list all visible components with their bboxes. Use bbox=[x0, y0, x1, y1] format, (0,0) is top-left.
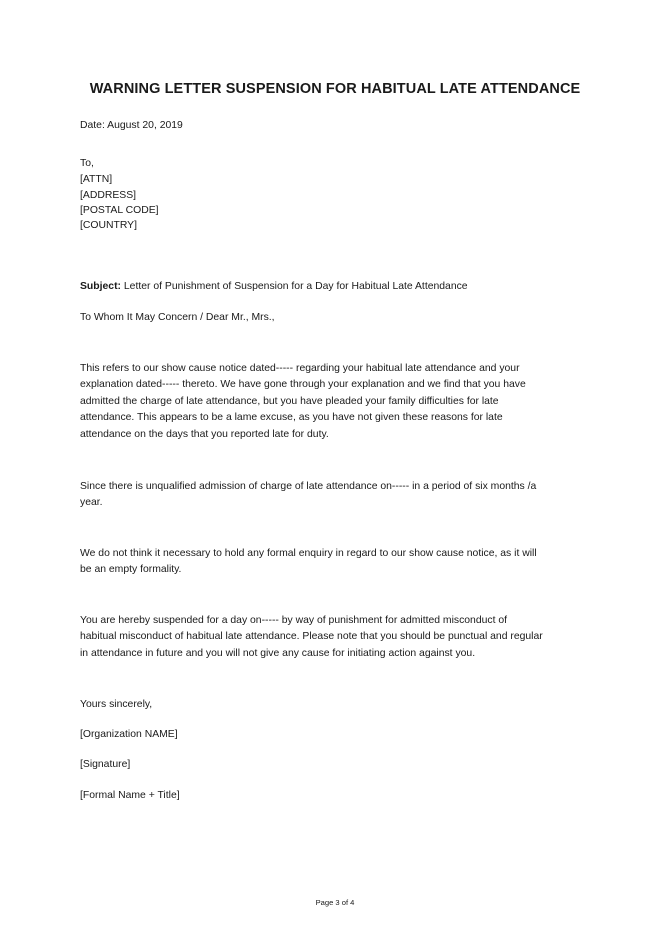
paragraph-line: attendance on the days that you reported late for duty. bbox=[80, 428, 329, 440]
paragraph-line: be an empty formality. bbox=[80, 564, 182, 576]
formal-name-title: [Formal Name + Title] bbox=[80, 790, 180, 801]
paragraph-line: explanation dated----- thereto. We have gone through your explanation and we find that you have bbox=[80, 379, 526, 391]
page-number: Page 3 of 4 bbox=[315, 898, 355, 907]
body-paragraph-2 bbox=[80, 479, 590, 512]
paragraph-line: Since there is unqualified admission of charge of late attendance on----- in a period of six months /a bbox=[80, 481, 537, 492]
paragraph-line: admitted the charge of late attendance, but you have pleaded your family difficulties for late bbox=[80, 395, 499, 407]
subject-text: Letter of Punishment of Suspension for a Day for Habitual Late Attendance bbox=[123, 281, 468, 292]
paragraph-line: You are hereby suspended for a day on----- by way of punishment for admitted misconduct of bbox=[80, 615, 508, 626]
salutation: To Whom It May Concern / Dear Mr., Mrs., bbox=[80, 312, 275, 323]
address-postal-code: [POSTAL CODE] bbox=[80, 205, 159, 216]
address-to: To, bbox=[80, 158, 94, 169]
address-country: [COUNTRY] bbox=[80, 220, 137, 231]
address-attn: [ATTN] bbox=[80, 174, 113, 185]
signature: [Signature] bbox=[80, 759, 131, 770]
letter-date: Date: August 20, 2019 bbox=[80, 120, 183, 131]
paragraph-line: We do not think it necessary to hold any formal enquiry in regard to our show cause notice, as it will bbox=[80, 548, 537, 559]
address-street: [ADDRESS] bbox=[80, 190, 137, 201]
body-paragraph-4 bbox=[80, 613, 590, 662]
paragraph-line: in attendance in future and you will not give any cause for initiating action against you. bbox=[80, 647, 476, 659]
document-title: WARNING LETTER SUSPENSION FOR HABITUAL LATE ATTENDANCE bbox=[89, 81, 581, 97]
subject-line bbox=[80, 280, 468, 293]
closing: Yours sincerely, bbox=[80, 699, 153, 710]
body-paragraph-3 bbox=[80, 546, 590, 579]
subject-label: Subject: bbox=[80, 281, 121, 292]
body-paragraph-1 bbox=[80, 361, 590, 443]
paragraph-line: attendance. This appears to be a lame excuse, as you have not given these reasons for late bbox=[80, 412, 503, 424]
organization-name: [Organization NAME] bbox=[80, 729, 178, 740]
paragraph-line: year. bbox=[80, 497, 103, 509]
paragraph-line: habitual misconduct of habitual late attendance. Please note that you should be punctual and regular bbox=[80, 631, 543, 643]
paragraph-line: This refers to our show cause notice dated----- regarding your habitual late attendance and your bbox=[80, 363, 520, 374]
